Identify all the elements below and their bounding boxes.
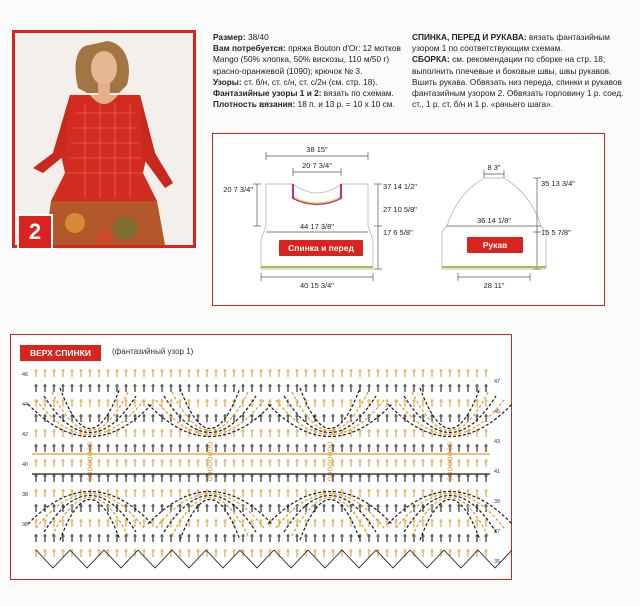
row-number-right: 37 — [494, 529, 501, 535]
fan-arc — [148, 492, 272, 525]
row-number-left: 38 — [22, 492, 29, 498]
front-right-total: 37 14 1/2" — [383, 182, 417, 191]
materials-label: Вам потребуется: — [213, 43, 286, 54]
size-label: Размер: — [213, 32, 246, 42]
chain-stitch — [208, 477, 212, 480]
chain-stitch — [208, 442, 212, 445]
front-left-height: 20 7 3/4" — [223, 185, 253, 194]
chain-stitch — [328, 462, 332, 465]
edge-v-stitch — [206, 550, 240, 568]
svg-text:17 6 5/8" — [383, 228, 413, 237]
chain-stitch — [448, 467, 452, 470]
assembly-label: СБОРКА: — [412, 54, 450, 65]
row-number-right: 43 — [494, 439, 501, 445]
edge-v-stitch — [444, 550, 478, 568]
fan-arc — [156, 400, 264, 435]
row-number-left: 40 — [22, 462, 29, 468]
fan-arc — [180, 388, 240, 429]
schema-drawing — [213, 134, 606, 307]
svg-text:38 15" — [306, 145, 328, 154]
row-number-left: 44 — [22, 402, 29, 408]
edge-v-stitch — [138, 550, 172, 568]
edge-v-stitch — [342, 550, 376, 568]
row-number-left: 42 — [22, 432, 29, 438]
chain-stitch — [208, 467, 212, 470]
edge-v-stitch — [308, 550, 342, 568]
fancy-value: вязать по схемам. — [323, 88, 394, 99]
back-value: вязать фантазийным узором 1 по соответствующим схемам. — [412, 32, 610, 54]
fan-arc — [60, 388, 120, 429]
svg-text:37 14 1/2" — [383, 182, 417, 191]
front-top-width: 38 15" — [306, 145, 328, 154]
gauge-value: 18 п. и 13 р. = 10 x 10 см. — [297, 99, 395, 110]
row-number-right: 41 — [494, 469, 501, 475]
model-number-badge: 2 — [17, 214, 53, 250]
materials-value: пряжа Bouton d'Or: 12 мотков Mango (50% хлопка, 50% вискозы, 110 м/50 г) красно-оранжевой (1090); крючок № 3. — [213, 43, 401, 76]
fancy-label: Фантазийные узоры 1 и 2: — [213, 88, 322, 99]
fan-arc — [420, 388, 480, 429]
row-number-right: 47 — [494, 379, 501, 385]
row-number-left: 36 — [22, 522, 29, 528]
assembly-value: см. рекомендации по сборке на стр. 18; выполнить плечевые и боковые швы, швы рукавов. Вшить рукава. Обвязать низ переда, спинки и рукавов фантазийным узором 2. Обвязать горловину 1 р. соед. ст., 1 р. ст. б/н и 1 р. «рачьего шага». — [412, 54, 624, 110]
info-block — [213, 32, 401, 110]
chart-subtitle: (фантазийный узор 1) — [112, 347, 194, 356]
fan-arc — [164, 496, 256, 533]
edge-v-stitch — [104, 550, 138, 568]
fan-arc — [268, 492, 392, 525]
size-value: 38/40 — [247, 32, 269, 42]
svg-text:8 3" — [487, 163, 500, 172]
chart-title: ВЕРХ СПИНКИ — [20, 345, 101, 361]
row-number-right: 39 — [494, 499, 501, 505]
chain-stitch — [328, 447, 332, 450]
chain-stitch — [328, 457, 332, 460]
svg-text:44 17 3/8" — [300, 222, 334, 231]
sleeve-right-lower: 15 5 7/8" — [541, 228, 571, 237]
crochet-chart — [10, 334, 512, 580]
svg-text:28 11" — [484, 281, 505, 290]
sleeve-mid-width: 36 14 1/8" — [477, 216, 511, 225]
svg-text:36 14 1/8" — [477, 216, 511, 225]
fan-arc — [156, 494, 264, 529]
pattern-schema — [212, 133, 605, 306]
edge-v-stitch — [240, 550, 274, 568]
fan-arc — [284, 396, 376, 433]
chain-stitch — [328, 467, 332, 470]
edge-v-stitch — [410, 550, 444, 568]
fan-arc — [164, 396, 256, 433]
front-mid-width: 44 17 3/8" — [300, 222, 334, 231]
front-bottom-width: 40 15 3/4" — [300, 281, 334, 290]
svg-text:35 13 3/4" — [541, 179, 575, 188]
row-number-right: 45 — [494, 409, 501, 415]
sleeve-top-width: 8 3" — [487, 163, 501, 172]
front-right-upper: 27 10 5/8" — [383, 205, 417, 214]
front-back-label: Спинка и перед — [279, 240, 363, 256]
chain-stitch — [208, 462, 212, 465]
svg-text:15 5 7/8" — [541, 228, 571, 237]
fan-arc — [148, 404, 272, 437]
svg-text:27 10 5/8" — [383, 205, 417, 214]
sleeve-right-total: 35 13 3/4" — [541, 179, 575, 188]
assembly-block — [412, 32, 627, 110]
chain-stitch — [208, 457, 212, 460]
fan-arc — [300, 388, 360, 429]
svg-text:20 7 3/4" — [223, 185, 253, 194]
chain-stitch — [88, 467, 92, 470]
fan-arc — [268, 404, 392, 437]
sleeve-label: Рукав — [467, 237, 523, 253]
chain-stitch — [208, 447, 212, 450]
front-neck-width: 20 7 3/4" — [302, 161, 332, 170]
chain-stitch — [328, 442, 332, 445]
chain-stitch — [328, 477, 332, 480]
svg-text:40 15 3/4" — [300, 281, 334, 290]
svg-text:20 7 3/4" — [302, 161, 332, 170]
back-label: СПИНКА, ПЕРЕД И РУКАВА: — [412, 32, 527, 42]
fan-arc — [276, 400, 384, 435]
sleeve-bottom-width: 28 11" — [483, 281, 505, 290]
patterns-value: ст. б/н, ст. с/н, ст. с/2н (см. стр. 18). — [243, 76, 378, 87]
fan-arc — [276, 494, 384, 529]
gauge-label: Плотность вязания: — [213, 99, 296, 110]
edge-v-stitch — [36, 550, 70, 568]
front-right-lower: 17 6 5/8" — [383, 228, 413, 237]
row-number-right: 35 — [494, 559, 501, 565]
patterns-label: Узоры: — [213, 76, 242, 87]
row-number-left: 46 — [22, 372, 29, 378]
fan-arc — [284, 496, 376, 533]
